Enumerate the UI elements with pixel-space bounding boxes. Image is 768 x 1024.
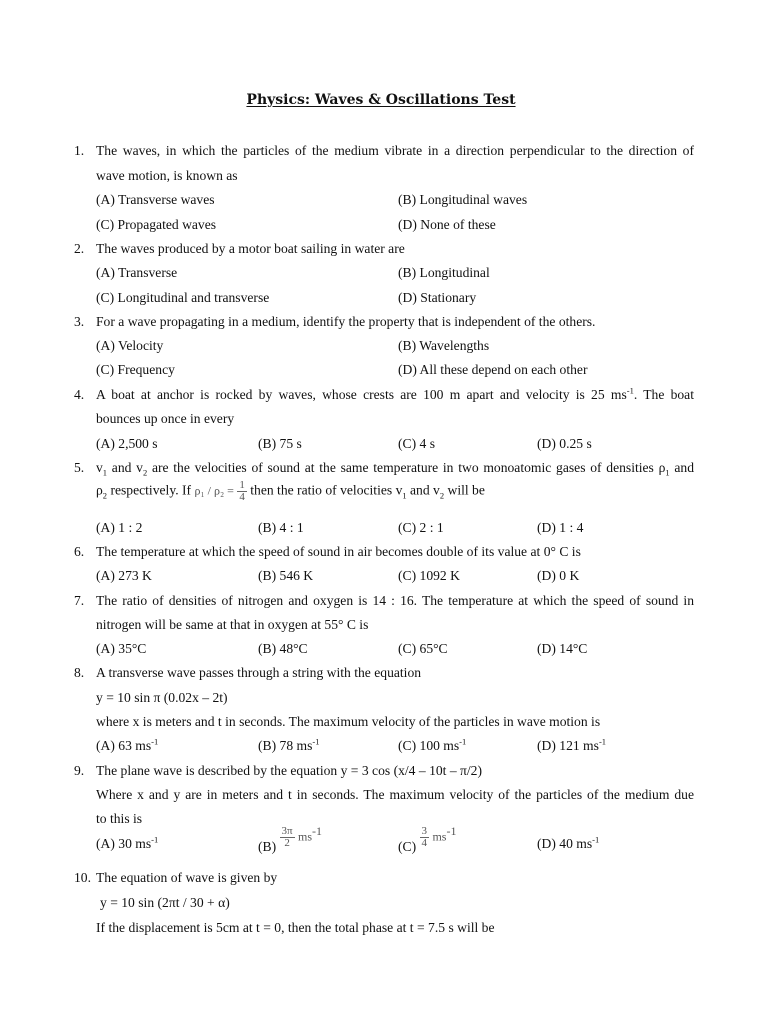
question-text-line: The temperature at which the speed of sound in air becomes double of its value at 0° C is <box>96 544 581 559</box>
option-a: (A) 1 : 2 <box>96 520 143 535</box>
option-b: (B) 78 $ms^{-1}$ <box>258 736 320 753</box>
question-number: 3. <box>74 314 85 329</box>
option-c: (C) 100 $ms^{-1}$ <box>398 736 467 753</box>
question-text-line: A boat at anchor is rocked by waves, whose crests are 100 m apart and velocity is 25 $ms^{-1}$. The boat <box>96 385 694 402</box>
option-c: (C) 4 s <box>398 436 436 451</box>
fraction: $\frac{1}{4}$ <box>239 479 245 503</box>
option-c: (C) 2 : 1 <box>398 520 444 535</box>
option-d: (D) None of these <box>398 217 496 232</box>
question-text-line: The ratio of densities of nitrogen and oxygen is 14 : 16. The temperature at which the speed of sound in <box>96 593 694 608</box>
option-d: (D) 0.25 s <box>537 436 592 451</box>
density-ratio-equation: ρ₁ / ρ₂ = <box>194 483 234 498</box>
option-c: (C) Propagated waves <box>96 217 217 232</box>
option-d: (D) 0 K <box>537 568 580 583</box>
question-text-line: The waves produced by a motor boat sailing in water are <box>96 241 405 256</box>
question-text-line: to this is <box>96 811 143 826</box>
page-title: Physics: Waves & Oscillations Test <box>246 92 516 108</box>
option-c: (C) 1092 K <box>398 568 460 583</box>
wave-equation: y = 10 sin (2πt / 30 + α) <box>100 895 230 910</box>
question-number: 7. <box>74 593 85 608</box>
question-text-line: where x is meters and t in seconds. The maximum velocity of the particles in wave motion is <box>96 714 601 729</box>
question-number: 4. <box>74 387 85 402</box>
option-b: (B) Longitudinal <box>398 265 490 280</box>
option-d: (D) 40 $ms^{-1}$ <box>537 834 600 851</box>
question-text-line: A transverse wave passes through a string with the equation <box>96 665 422 680</box>
question-text-line: $\rho_2$ respectively. If ρ₁ / ρ₂ = $\frac{1}{4}$ then the ratio of velocities $v_1$ and $v_2$ will be <box>96 479 485 503</box>
option-b: (B) 48°C <box>258 641 308 656</box>
question-text-line: $v_1$ and $v_2$ are the velocities of sound at the same temperature in two monoatomic gases of densities $\rho_1$ and <box>96 460 694 478</box>
question-text-line: The waves, in which the particles of the medium vibrate in a direction perpendicular to the direction of <box>96 143 694 158</box>
fraction: $\frac{3\pi}{2}$ <box>281 825 293 849</box>
question-text-line: The plane wave is described by the equation y = 3 cos (x/4 – 10t – π/2) <box>96 763 482 778</box>
option-d: (D) 14°C <box>537 641 588 656</box>
question-text-line: wave motion, is known as <box>96 168 238 183</box>
question-number: 1. <box>74 143 85 158</box>
option-a: (A) 35°C <box>96 641 147 656</box>
option-c: (C) $\frac{3}{4}$ $ms^{-1}$ <box>398 824 457 854</box>
option-a: (A) 273 K <box>96 568 152 583</box>
option-b: (B) Wavelengths <box>398 338 490 353</box>
option-a: (A) Transverse waves <box>96 192 215 207</box>
question-text-line: The equation of wave is given by <box>96 870 278 885</box>
option-c: (C) Longitudinal and transverse <box>96 290 270 305</box>
fraction: $\frac{3}{4}$ <box>421 825 428 849</box>
question-text-line: For a wave propagating in a medium, identify the property that is independent of the others. <box>96 314 596 329</box>
option-b: (B) 546 K <box>258 568 314 583</box>
question-number: 6. <box>74 544 85 559</box>
question-number: 2. <box>74 241 85 256</box>
question-number: 8. <box>74 665 85 680</box>
question-number: 10. <box>74 870 91 885</box>
question-text-line: Where x and y are in meters and t in seconds. The maximum velocity of the particles of the medium due <box>96 787 694 802</box>
option-a: (A) Velocity <box>96 338 164 353</box>
question-text-line: If the displacement is 5cm at t = 0, then the total phase at t = 7.5 s will be <box>96 920 495 935</box>
option-a: (A) Transverse <box>96 265 178 280</box>
option-a: (A) 63 $ms^{-1}$ <box>96 736 159 753</box>
option-a: (A) 30 $ms^{-1}$ <box>96 834 159 851</box>
question-text-line: bounces up once in every <box>96 411 235 426</box>
option-d: (D) All these depend on each other <box>398 362 588 377</box>
question-number: 9. <box>74 763 85 778</box>
question-text-line: nitrogen will be same at that in oxygen at 55° C is <box>96 617 369 632</box>
option-c: (C) Frequency <box>96 362 175 377</box>
question-number: 5. <box>74 460 85 475</box>
option-b: (B) $\frac{3\pi}{2}$ $ms^{-1}$ <box>258 824 323 854</box>
option-d: (D) Stationary <box>398 290 477 305</box>
wave-equation: y = 10 sin π (0.02x – 2t) <box>96 690 228 705</box>
option-d: (D) 1 : 4 <box>537 520 584 535</box>
option-a: (A) 2,500 s <box>96 436 158 451</box>
option-b: (B) 75 s <box>258 436 302 451</box>
option-b: (B) Longitudinal waves <box>398 192 528 207</box>
option-c: (C) 65°C <box>398 641 448 656</box>
option-b: (B) 4 : 1 <box>258 520 304 535</box>
option-d: (D) 121 $ms^{-1}$ <box>537 736 607 753</box>
